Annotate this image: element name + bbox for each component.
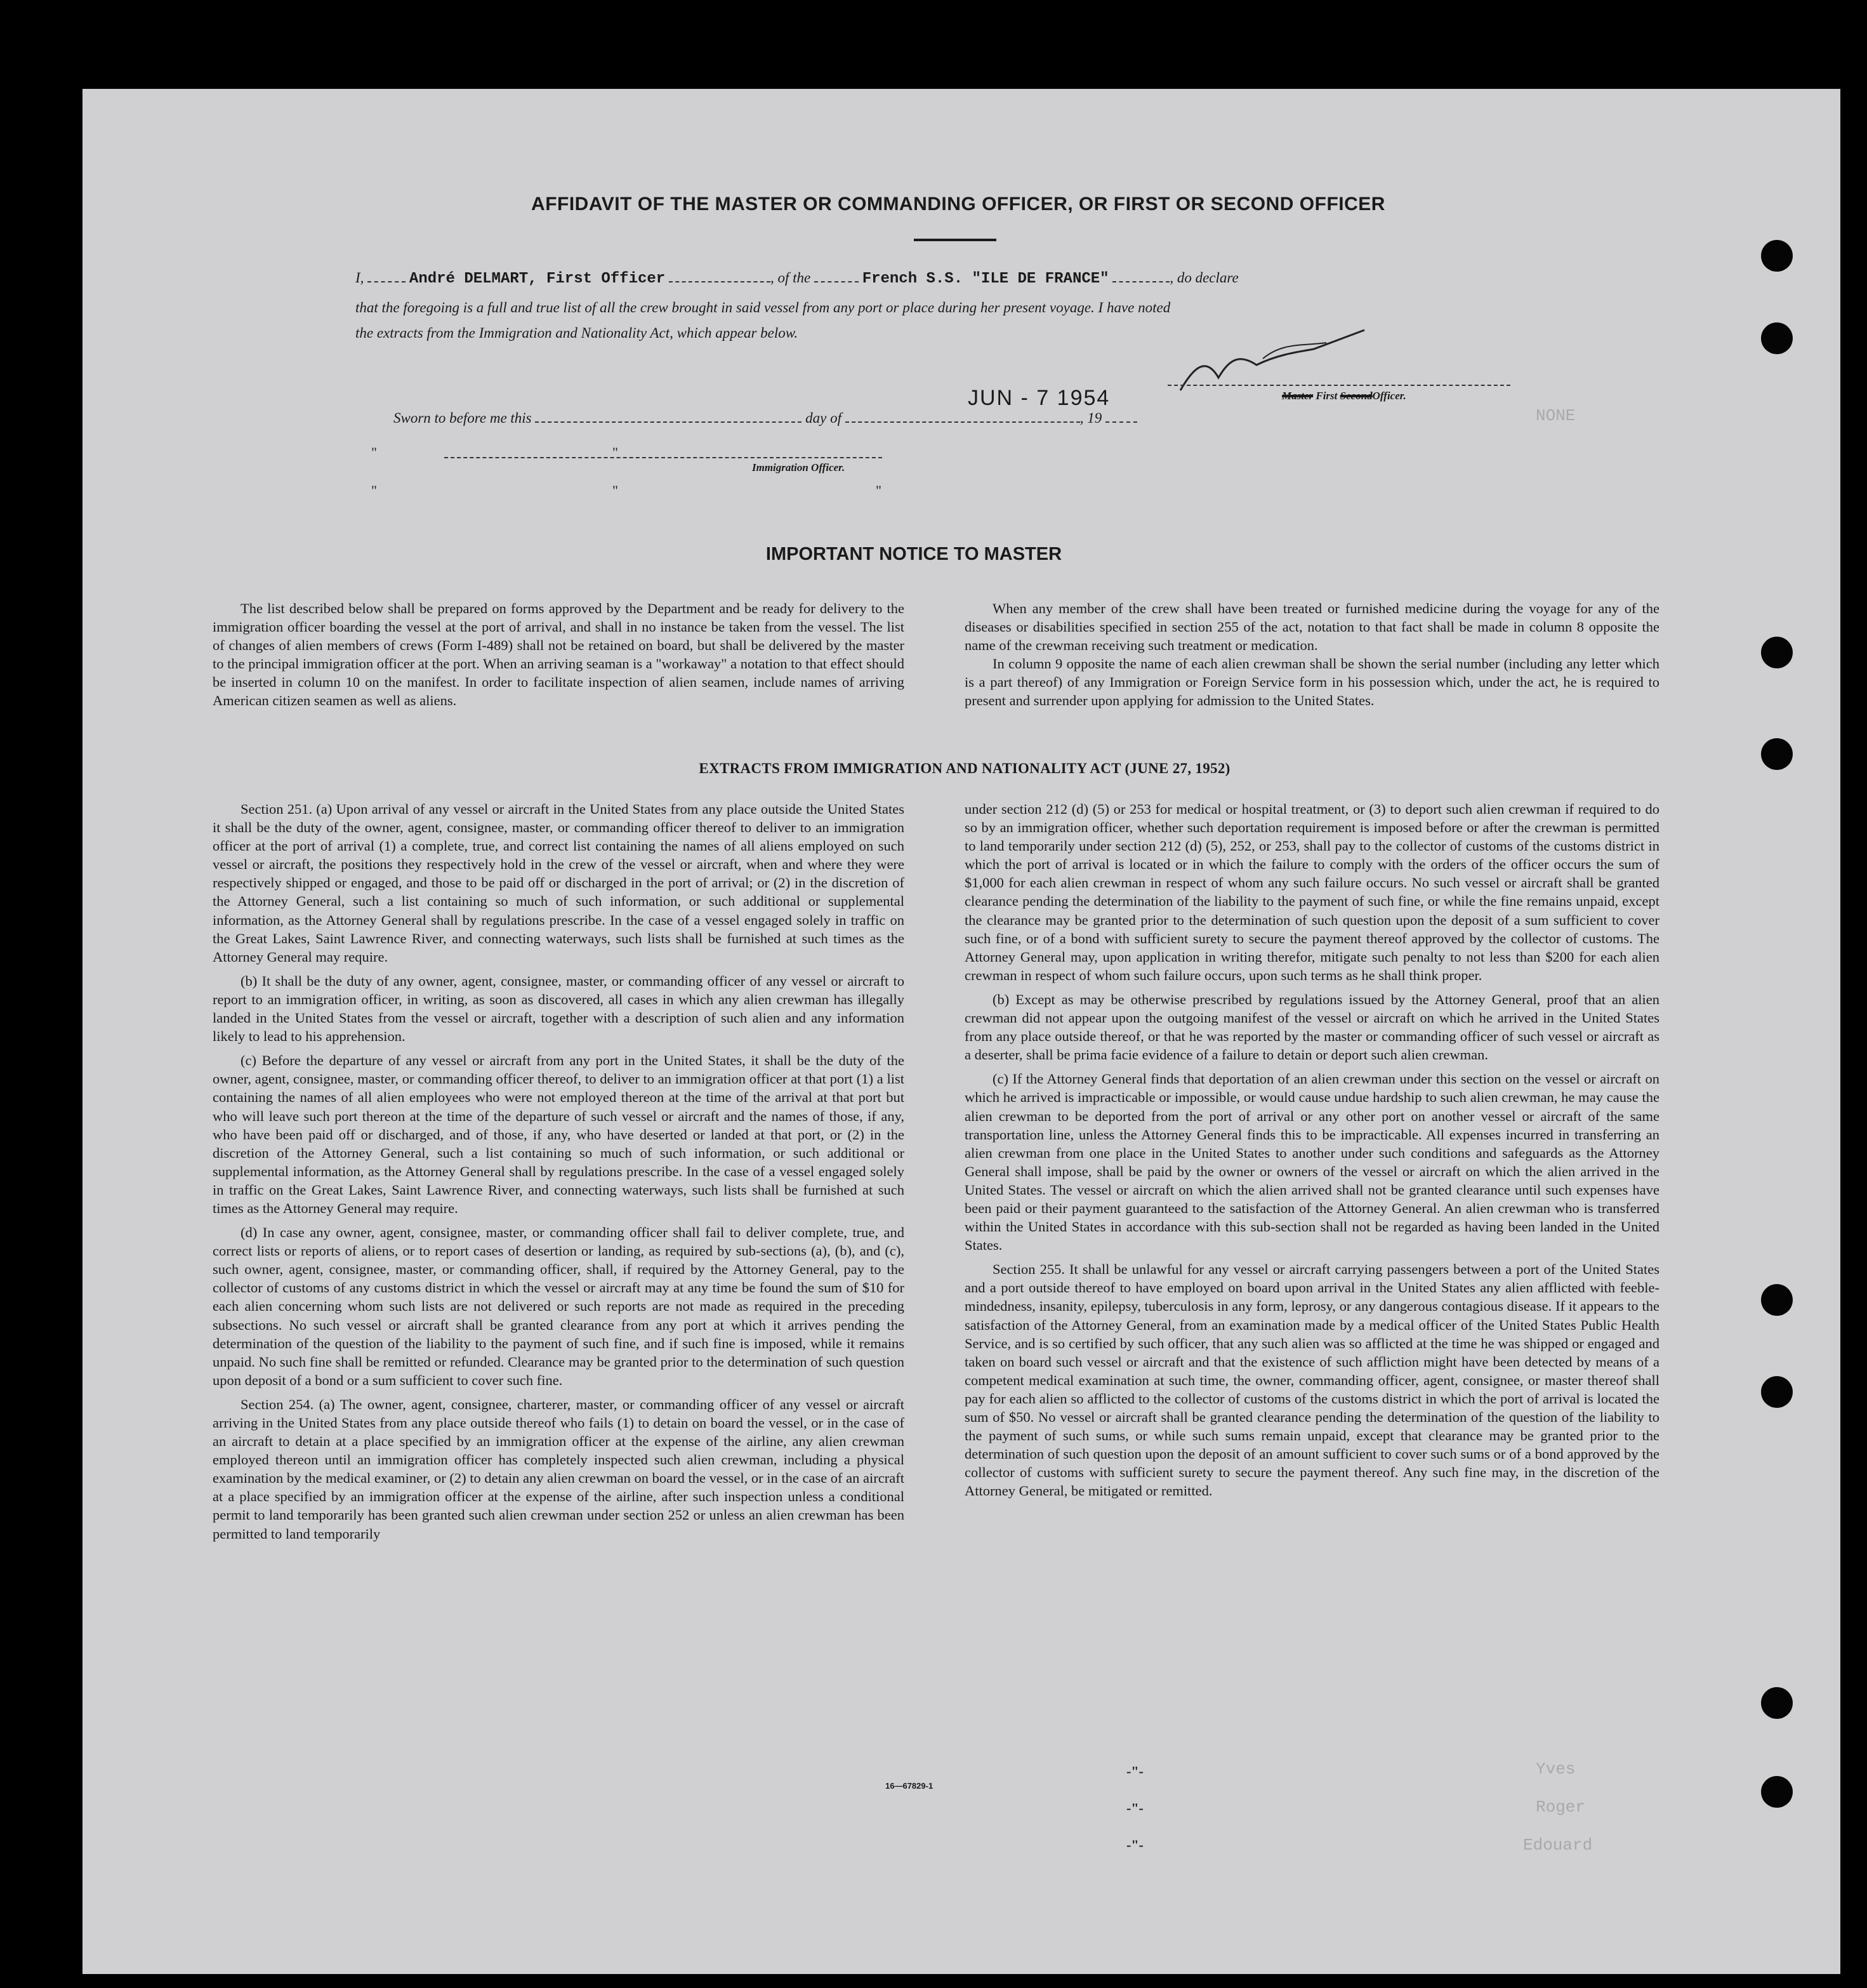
affidavit-statement-line: the extracts from the Immigration and Nationality Act, which appear below. xyxy=(355,325,798,341)
ditto-dash: -"- xyxy=(1126,1837,1144,1853)
notice-right-column xyxy=(965,599,1659,716)
officer-title-label: Master First SecondOfficer. xyxy=(1282,390,1406,402)
show-through-text: Yves xyxy=(1536,1759,1576,1779)
ditto-mark: " xyxy=(371,482,377,498)
signature-line xyxy=(1168,385,1510,386)
section-254a: Section 254. (a) The owner, agent, consignee, charterer, master, or commanding officer of any vessel or aircraft arriving in the United States from any place outside thereof who fails (1) to detain on board the vessel, or in the case of an aircraft to detain at a place specified by an immigration officer at the expense of the airline, any alien crewman employed thereon until an immigration officer has completely inspected such alien crewman, including a physical examination by the medical examiner, or (2) to detain any alien crewman on board the vessel, or in the case of an aircraft at a place specified by an immigration officer at the expense of the airline, after such inspection unless a conditional permit to land temporarily has been granted such alien crewman under section 252 or unless an alien crewman has been permitted to land temporarily xyxy=(213,1396,904,1542)
officer-name-field: André DELMART, First Officer xyxy=(409,270,666,288)
ditto-mark: " xyxy=(612,444,618,460)
section-254a-continued: under section 212 (d) (5) or 253 for medical or hospital treatment, or (3) to deport such alien crewman if required to do so by an immigration officer, whether such deportation requirement is imposed before or after the crewman is permitted to land temporarily under section 212 (d) (5), 252, or 253, shall pay to the collector of customs of the customs district in which the port of arrival is located or in which the failure to comply with the orders of the officer occurs the sum of $1,000 for each alien crewman in respect of whom any such failure occurs. No such vessel or aircraft shall be granted clearance pending the determination of the liability to the payment of such fine, or while the fine remains unpaid, except the clearance may be granted prior to the determination of such question upon the deposit of a sum sufficient to cover such fine, or of a bond with sufficient surety to secure the payment thereof approved by the collector of customs. The Attorney General may, upon application in writing therefor, mitigate such penalty to not less than $200 for each alien crewman in respect of whom such failure occurs, upon such terms as he shall think proper. xyxy=(965,801,1659,983)
extracts-left-column xyxy=(213,800,904,1549)
affidavit-declaration-line xyxy=(355,270,1239,288)
day-of-label: day of xyxy=(805,410,841,426)
of-the-label: , of the xyxy=(770,270,811,286)
prefix-i: I, xyxy=(355,270,364,286)
form-number: 16—67829-1 xyxy=(885,1781,934,1791)
show-through-text: Roger xyxy=(1536,1798,1586,1817)
extracts-title: EXTRACTS FROM IMMIGRATION AND NATIONALITY ACT (JUNE 27, 1952) xyxy=(699,760,1230,776)
ditto-mark: " xyxy=(371,444,377,460)
notice-paragraph: In column 9 opposite the name of each alien crewman shall be shown the serial number (including any letter which is a part thereof) of any Immigration or Foreign Service form in his possession which, under the act, he is required to present and surrender upon applying for admission to the United States. xyxy=(965,656,1659,709)
binder-hole xyxy=(1761,1284,1793,1316)
vessel-name-field: French S.S. "ILE DE FRANCE" xyxy=(862,270,1109,288)
show-through-text: Edouard xyxy=(1523,1836,1593,1855)
notice-paragraph: When any member of the crew shall have been treated or furnished medicine during the voyage for any of the diseases or disabilities specified in section 255 of the act, notation to that fact shall be made in column 8 opposite the name of the crewman receiving such treatment or medication. xyxy=(965,600,1659,654)
ditto-dash: -"- xyxy=(1126,1763,1144,1779)
binder-hole xyxy=(1761,1776,1793,1808)
section-254b: (b) Except as may be otherwise prescribed by regulations issued by the Attorney General, proof that an alien crewman did not appear upon the outgoing manifest of the vessel or aircraft on which he arrived in the United States from any place outside thereof, or that he was reported by the master or commanding officer of such vessel or aircraft as a deserter, shall be prima facie evidence of a failure to detain or deport such alien crewman. xyxy=(965,991,1659,1063)
section-251a: Section 251. (a) Upon arrival of any vessel or aircraft in the United States from any place outside the United States it shall be the duty of the owner, agent, consignee, master, or commanding officer thereof to deliver to an immigration officer at the port of arrival (1) a complete, true, and correct list containing the names of all aliens employed on such vessel or aircraft, the positions they respectively hold in the crew of the vessel or aircraft, when and where they were respectively shipped or engaged, and those to be paid off or discharged in the port of arrival; or (2) in the discretion of the Attorney General, such a list containing so much of such information, or such additional or supplemental information, as the Attorney General shall by regulations prescribe. In the case of a vessel engaged solely in traffic on the Great Lakes, Saint Lawrence River, and connecting waterways, such lists shall be furnished at such times as the Attorney General may require. xyxy=(213,801,904,965)
section-251c: (c) Before the departure of any vessel or aircraft from any port in the United States, it shall be the duty of the owner, agent, consignee, master, or commanding officer thereof, to deliver to an immigration officer at that port (1) a list containing the names of all alien employees who were not employed thereon at the time of the arrival at that port but who will leave such port thereon at the time of the departure of such vessel or aircraft and the names of those, if any, who have been paid off or discharged, and of those, if any, who have deserted or landed at that port, or (2) in the discretion of the Attorney General, such a list containing so much of such information, or such additional or supplemental information, as the Attorney General shall by regulations prescribe. In the case of a vessel engaged solely in traffic on the Great Lakes, Saint Lawrence River, and connecting waterways, such lists shall be furnished at such times as the Attorney General may require. xyxy=(213,1052,904,1216)
date-stamp: JUN - 7 1954 xyxy=(968,386,1111,410)
ditto-mark: " xyxy=(876,482,881,498)
binder-hole xyxy=(1761,322,1793,354)
binder-hole xyxy=(1761,1687,1793,1719)
ditto-mark: " xyxy=(612,482,618,498)
section-251b: (b) It shall be the duty of any owner, agent, consignee, master, or commanding officer of any vessel or aircraft to report to an immigration officer, in writing, as soon as discovered, all cases in which any alien crewman has illegally landed in the United States from the vessel or aircraft, together with a description of such alien and any information likely to lead to his apprehension. xyxy=(213,972,904,1045)
notice-paragraph: The list described below shall be prepared on forms approved by the Department and be ready for delivery to the immigration officer boarding the vessel at the port of arrival, and shall in no instance be taken from the vessel. The list of changes of alien members of crews (Form I-489) shall not be retained on board, but shall be delivered by the master to the principal immigration officer at the port. When an arriving seaman is a "workaway" a notation to that effect should be inserted in column 10 on the manifest. In order to facilitate inspection of alien seamen, include names of arriving American citizen seamen as well as aliens. xyxy=(213,600,904,709)
binder-hole xyxy=(1761,1376,1793,1408)
extracts-right-column xyxy=(965,800,1659,1506)
section-255: Section 255. It shall be unlawful for any vessel or aircraft carrying passengers between a port of the United States and a port outside thereof to have employed on board upon arrival in the United States any alien afflicted with feeble-mindedness, insanity, epilepsy, tuberculosis in any form, leprosy, or any dangerous contagious disease. If it appears to the satisfaction of the Attorney General, from an examination made by a medical officer of the United States Public Health Service, and is so certified by such officer, that any such alien was so afflicted at the time he was shipped or engaged and taken on board such vessel or aircraft and that the existence of such affliction might have been detected by means of a competent medical examination at such time, the owner, commanding officer, agent, consignee, or master thereof shall pay for each alien so afflicted to the collector of customs of the customs district in which the port of arrival is located the sum of $50. No vessel or aircraft shall be granted clearance pending the determination of the question of the liability to the payment of such sums, or while such sums remain unpaid, except that clearance may be granted prior to the determination of such question upon the deposit of an amount sufficient to cover such sums or of a bond approved by the collector of customs with sufficient surety to secure the payment thereof. Any such fine may, in the discretion of the Attorney General, be mitigated or remitted. xyxy=(965,1261,1659,1499)
binder-hole xyxy=(1761,637,1793,668)
affidavit-statement-line: that the foregoing is a full and true list of all the crew brought in said vessel from any port or place during her present voyage. I have noted xyxy=(355,300,1171,315)
notice-left-column xyxy=(213,599,904,716)
year-prefix: , 19 xyxy=(1079,410,1102,426)
affidavit-title: AFFIDAVIT OF THE MASTER OR COMMANDING OFFICER, OR FIRST OR SECOND OFFICER xyxy=(531,194,1385,215)
do-declare-label: , do declare xyxy=(1170,270,1239,286)
immigration-officer-line xyxy=(444,457,882,458)
show-through-text: NONE xyxy=(1536,406,1576,425)
officer-signature xyxy=(1168,317,1377,400)
title-rule xyxy=(914,239,996,241)
binder-hole xyxy=(1761,738,1793,770)
section-251d: (d) In case any owner, agent, consignee, master, or commanding officer shall fail to deliver complete, true, and correct lists or reports of aliens, or to report cases of desertion or landing, as required by sub-sections (a), (b), and (c), such owner, agent, consignee, master, or commanding officer, shall, if required by the Attorney General, pay to the collector of customs of any customs district in which the vessel or aircraft may at any time be found the sum of $10 for each alien concerning whom such lists are not delivered or such reports are not made as required in the preceding subsections. No such vessel or aircraft shall be granted clearance from any port at which it arrives pending the determination of the question of the liability to the payment of such fine, and if such fine is imposed, while it remains unpaid. No such fine shall be remitted or refunded. Clearance may be granted prior to the determination of such question upon deposit of a bond or a sum sufficient to cover such fine. xyxy=(213,1224,904,1388)
ditto-dash: -"- xyxy=(1126,1800,1144,1816)
section-254c: (c) If the Attorney General finds that deportation of an alien crewman under this section on the vessel or aircraft on which he arrived is impracticable or impossible, or would cause undue hardship to such alien crewman, he may cause the alien crewman to be deported from the port of arrival or any other port on another vessel or aircraft of the same transportation line, unless the Attorney General finds this to be impracticable. All expenses incurred in transferring an alien crewman from one place in the United States to another under such conditions and safeguards as the Attorney General shall impose, shall be paid by the owner or owners of the vessel or aircraft on which the alien arrived in the United States. The vessel or aircraft on which the alien arrived shall not be granted clearance until such expenses have been paid or their payment guaranteed to the satisfaction of the Attorney General. An alien crewman who is transferred within the United States in accordance with this sub-section shall not be regarded as having been landed in the United States. xyxy=(965,1071,1659,1254)
notice-title: IMPORTANT NOTICE TO MASTER xyxy=(765,544,1062,564)
binder-hole xyxy=(1761,240,1793,272)
sworn-line: Sworn to before me this day of , 19 xyxy=(393,410,1137,427)
immigration-officer-label: Immigration Officer. xyxy=(752,461,845,474)
